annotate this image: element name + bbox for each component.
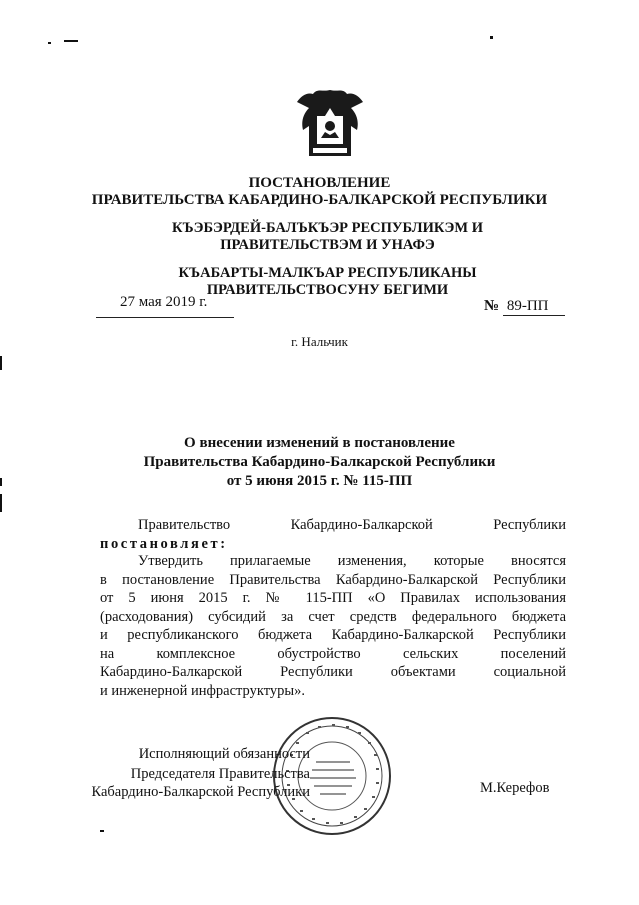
city: г. Нальчик xyxy=(291,334,348,349)
coat-of-arms-emblem xyxy=(295,86,365,162)
document-date: 27 мая 2019 г. xyxy=(120,294,208,310)
scan-mark xyxy=(48,42,51,44)
scan-mark xyxy=(64,40,78,42)
number-sign: № xyxy=(484,298,500,314)
main-paragraph xyxy=(100,552,566,700)
signatory-title-line-3: Кабардино-Балкарской Республики xyxy=(91,784,310,800)
paragraph-line: и инженерной инфраструктуры». xyxy=(100,682,305,699)
signatory-name: М.Керефов xyxy=(480,780,550,796)
number-value: 89-ПП xyxy=(503,298,565,316)
date-underline xyxy=(96,317,234,318)
scan-edge-mark xyxy=(0,356,2,370)
decree-word: постановляет: xyxy=(100,535,228,552)
paragraph-line: от 5 июня 2015 г. № 115-ПП «О Правилах использования xyxy=(100,590,566,606)
scan-edge-mark xyxy=(0,494,2,512)
government-name-russian: ПРАВИТЕЛЬСТВА КАБАРДИНО-БАЛКАРСКОЙ РЕСПУБЛИКИ xyxy=(91,192,548,208)
document-type-title: ПОСТАНОВЛЕНИЕ xyxy=(248,175,391,191)
paragraph-line: (расходования) субсидий за счет средств федерального бюджета xyxy=(100,608,566,625)
government-name-balkarian: КЪАБАРТЫ-МАЛКЪАР РЕСПУБЛИКАНЫ ПРАВИТЕЛЬСТВОСУНУ БЕГИМИ xyxy=(178,265,477,298)
paragraph-line: Утвердить прилагаемые изменения, которые вносятся xyxy=(138,553,566,569)
government-name-kabardian: КЪЭБЭРДЕЙ-БАЛЪКЪЭР РЕСПУБЛИКЭМ И ПРАВИТЕЛЬСТВЭМ И УНАФЭ xyxy=(172,220,483,253)
intro-line: Правительство Кабардино-Балкарской Республики xyxy=(138,517,566,533)
signatory-title-line-1: Исполняющий обязанности xyxy=(138,746,310,762)
subject-line-1: О внесении изменений в постановление xyxy=(184,435,455,451)
paragraph-line: и республиканского бюджета Кабардино-Балкарской Республики xyxy=(100,627,566,643)
subject-line-3: от 5 июня 2015 г. № 115-ПП xyxy=(226,473,413,489)
subject-line-2: Правительства Кабардино-Балкарской Республики xyxy=(143,454,496,470)
intro-paragraph xyxy=(100,516,566,553)
paragraph-line: Кабардино-Балкарской Республики объектами социальной xyxy=(100,664,566,680)
document-number xyxy=(484,298,565,316)
paragraph-line: в постановление Правительства Кабардино-Балкарской Республики xyxy=(100,571,566,588)
scan-edge-mark xyxy=(0,478,2,486)
paragraph-line: на комплексное обустройство сельских поселений xyxy=(100,645,566,662)
scan-mark xyxy=(490,36,493,39)
scan-mark xyxy=(100,830,104,832)
signatory-title-line-2: Председателя Правительства xyxy=(130,766,310,782)
